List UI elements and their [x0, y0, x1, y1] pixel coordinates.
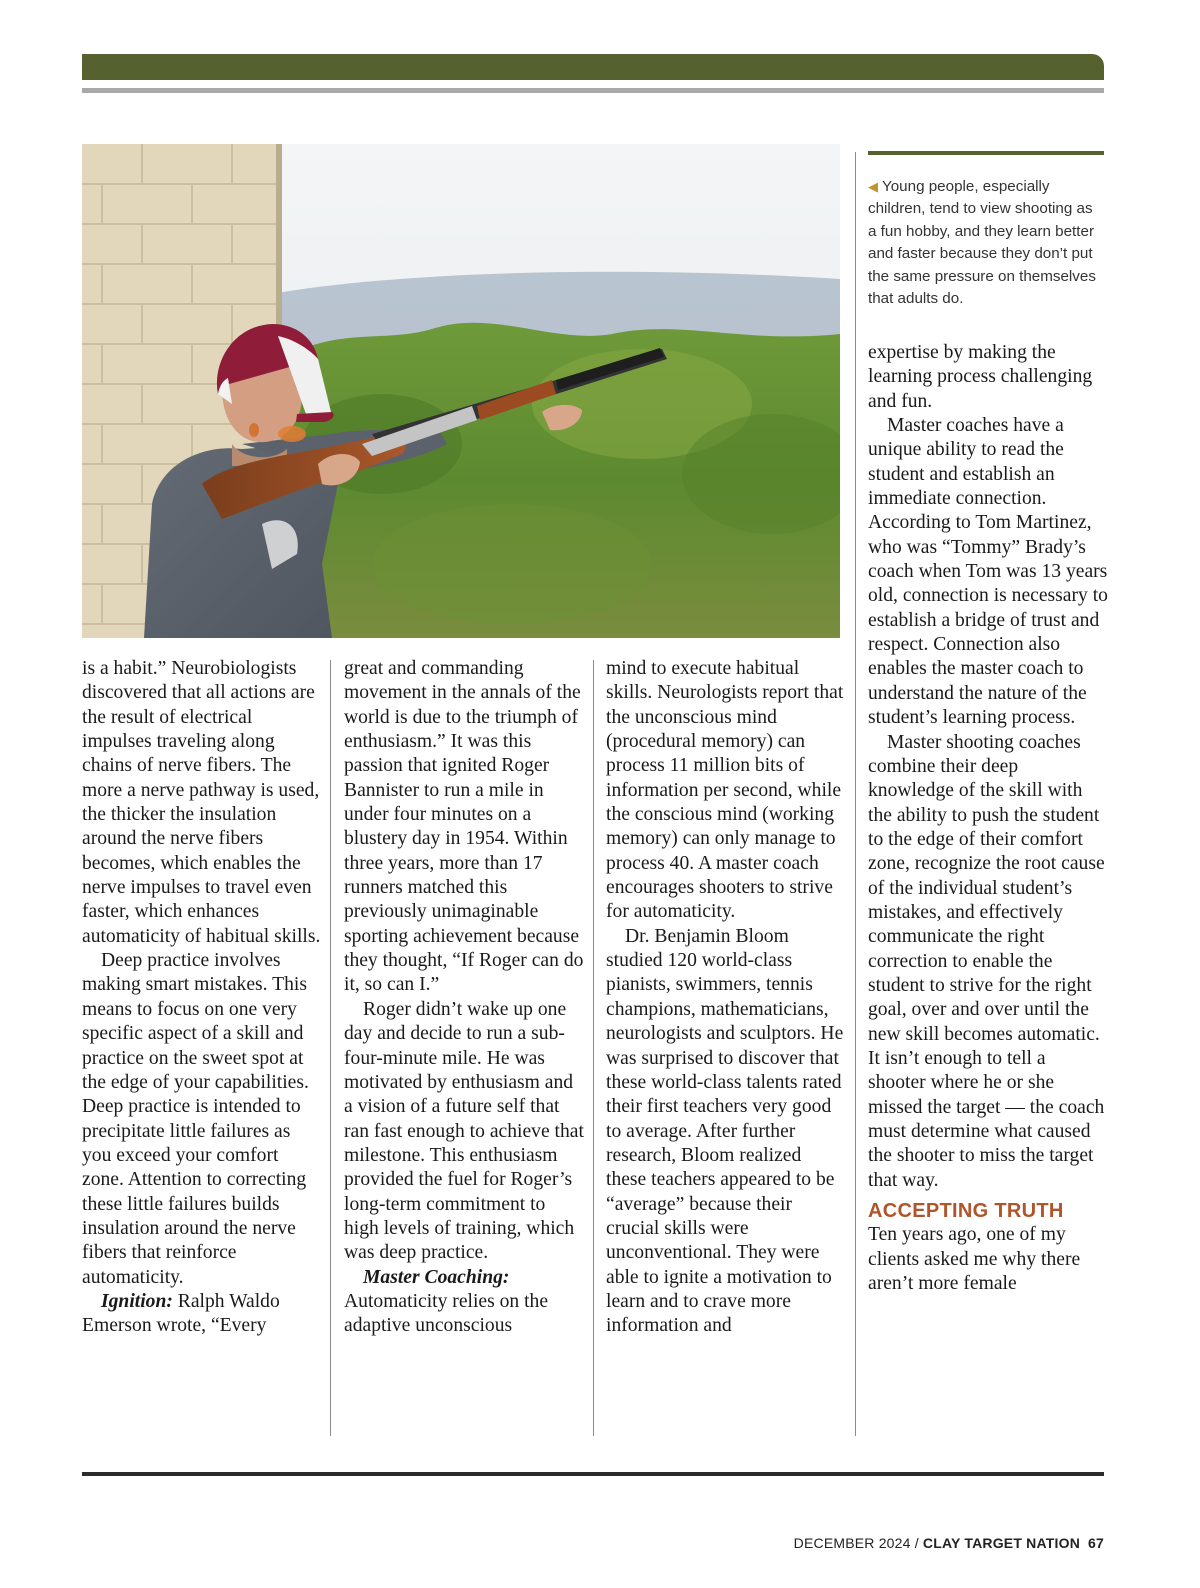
column-divider	[593, 660, 594, 1436]
header-rule	[82, 88, 1104, 93]
column-divider	[855, 152, 856, 1436]
run-in-head: Master Coaching:	[363, 1266, 510, 1288]
paragraph: Master shooting coaches combine their deep knowledge of the skill with the ability to push the student to the edge of their comfort zone, recognize the root cause of the individual student’s mistakes, and effectively communicate the right correction to enable the student to strive for the right goal, over and over until the new skill becomes automatic. It isn’t enough to tell a shooter where he or she missed the target — the coach must determine what caused the shooter to miss the target that way.	[868, 731, 1105, 1191]
photo-caption	[868, 176, 1104, 310]
page-footer	[794, 1535, 1104, 1551]
run-in-head: Ignition:	[101, 1290, 173, 1312]
paragraph: expertise by making the learning process challenging and fun.	[868, 342, 1093, 412]
footer-rule	[82, 1472, 1104, 1476]
paragraph: great and commanding movement in the annals of the world is due to the triumph of enthusiasm.” It was this passion that ignited Roger Bannister to run a mile in under four minutes on a blustery day in 1954. Within three years, more than 17 runners matched this previously unimaginable sporting achievement because they thought, “If Roger can do it, so can I.”	[344, 658, 584, 996]
paragraph: Master coaches have a unique ability to read the student and establish an immediate connection. According to Tom Martinez, who was “Tommy” Brady’s coach when Tom was 13 years old, connection is necessary to establish a bridge of trust and respect. Connection also enables the master coach to understand the nature of the student’s learning process.	[868, 415, 1108, 729]
article-column-3	[606, 657, 846, 1339]
issue-date: DECEMBER 2024	[793, 1535, 911, 1551]
paragraph: is a habit.” Neurobiologists discovered that all actions are the result of electrical impulses traveling along chains of nerve fibers. The more a nerve pathway is used, the thicker the insulation around the nerve fibers becomes, which enables the nerve impulses to travel even faster, which enhances automaticity of habitual skills.	[82, 658, 321, 947]
article-column-4	[868, 341, 1108, 1296]
paragraph: mind to execute habitual skills. Neurologists report that the unconscious mind (procedural memory) can process 11 million bits of information per second, while the conscious mind (working memory) can only manage to process 40. A master coach encourages shooters to strive for automaticity.	[606, 658, 844, 923]
left-triangle-icon: ◀	[868, 179, 878, 194]
paragraph	[344, 1266, 584, 1339]
column-divider	[330, 660, 331, 1436]
page-number: 67	[1088, 1535, 1104, 1551]
caption-text: Young people, especially children, tend to view shooting as a fun hobby, and they learn better and faster because they don’t put the same pressure on themselves that adults do.	[868, 178, 1096, 308]
paragraph	[82, 1290, 322, 1339]
paragraph-text: Ralph Waldo Emerson wrote, “Every	[82, 1290, 280, 1337]
article-column-2	[344, 657, 584, 1339]
paragraph: Deep practice involves making smart mistakes. This means to focus on one very specific aspect of a skill and practice on the sweet spot at the edge of your capabilities. Deep practice is intended to precipitate little failures as you exceed your comfort zone. Attention to correcting these little failures builds insulation around the nerve fibers that reinforce automaticity.	[82, 950, 309, 1288]
article-photo	[82, 144, 840, 638]
paragraph-text: Automaticity relies on the adaptive unconscious	[344, 1290, 549, 1337]
section-heading: ACCEPTING TRUTH	[868, 1200, 1064, 1223]
footer-separator: /	[910, 1535, 923, 1551]
header-color-bar	[82, 54, 1104, 80]
magazine-name: CLAY TARGET NATION	[922, 1535, 1081, 1551]
paragraph: Dr. Benjamin Bloom studied 120 world-class pianists, swimmers, tennis champions, mathematicians, neurologists and sculptors. He was surprised to discover that these world-class talents rated their first teachers very good to average. After further research, Bloom realized these teachers appeared to be “average” because their crucial skills were unconventional. They were able to ignite a motivation to learn and to crave more information and	[606, 925, 844, 1337]
paragraph: Ten years ago, one of my clients asked me why there aren’t more female	[868, 1224, 1081, 1295]
paragraph: Roger didn’t wake up one day and decide to run a sub-four-minute mile. He was motivated by enthusiasm and a vision of a future self that ran fast enough to achieve that milestone. This enthusiasm provided the fuel for Roger’s long-term commitment to high levels of training, which was deep practice.	[344, 998, 584, 1264]
article-column-1	[82, 657, 322, 1339]
caption-rule	[868, 151, 1104, 155]
